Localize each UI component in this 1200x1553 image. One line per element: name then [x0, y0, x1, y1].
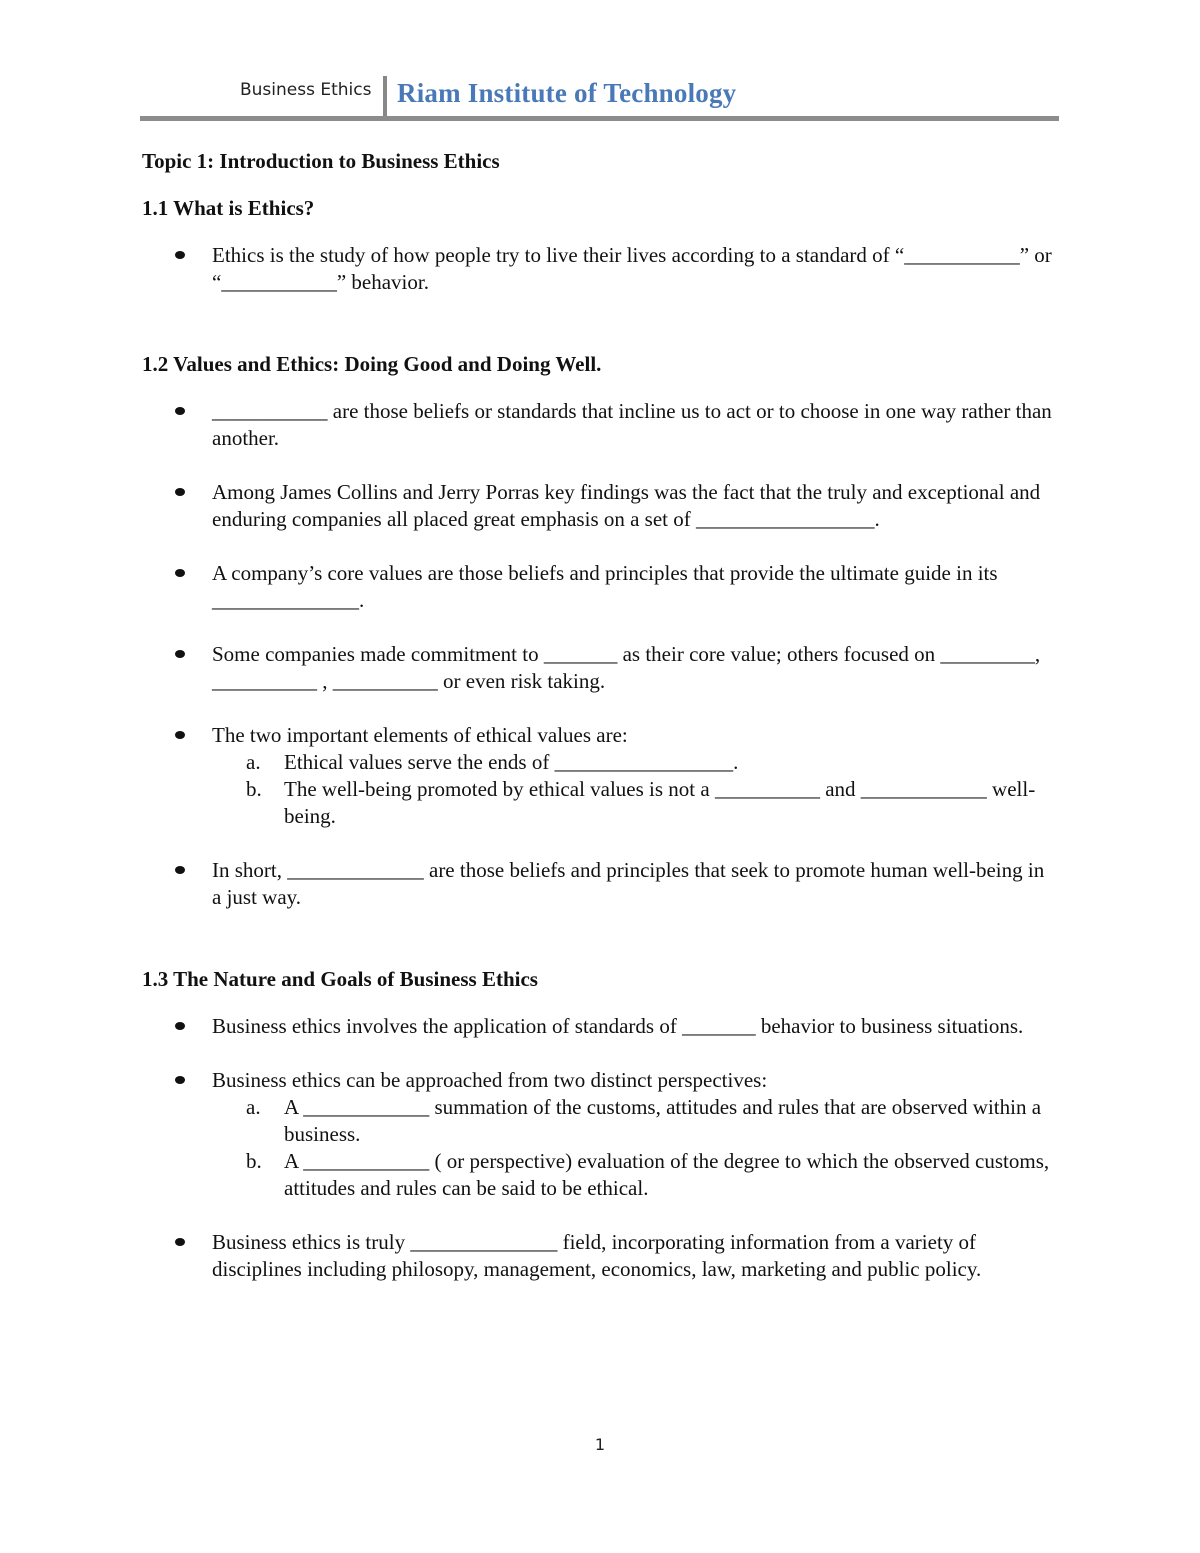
list-item: In short, _____________ are those beliefs and principles that seek to promote human well-being in a just way.	[142, 857, 1057, 911]
bullet-icon	[175, 1076, 185, 1084]
list-item: Some companies made commitment to _______ as their core value; others focused on _________, __________ , __________ or even risk taking.	[142, 641, 1057, 695]
section-heading-1-3: 1.3 The Nature and Goals of Business Ethics	[142, 967, 538, 991]
section-1-2-list	[142, 398, 1057, 911]
sub-list	[212, 1094, 1057, 1202]
bullet-icon	[175, 731, 185, 739]
list-item: Among James Collins and Jerry Porras key findings was the fact that the truly and exceptional and enduring companies all placed great emphasis on a set of _________________.	[142, 479, 1057, 533]
header-rule	[140, 116, 1059, 121]
header-divider	[383, 76, 387, 120]
list-item: A company’s core values are those beliefs and principles that provide the ultimate guide in its ______________.	[142, 560, 1057, 614]
bullet-icon	[175, 251, 185, 259]
bullet-icon	[175, 488, 185, 496]
sub-list	[212, 749, 1057, 830]
section-heading-1-2: 1.2 Values and Ethics: Doing Good and Doing Well.	[142, 352, 602, 376]
list-item: ___________ are those beliefs or standards that incline us to act or to choose in one way rather than another.	[142, 398, 1057, 452]
bullet-icon	[175, 1238, 185, 1246]
document-body	[142, 148, 1057, 1310]
list-item: Ethics is the study of how people try to live their lives according to a standard of “___________” or “___________” behavior.	[142, 242, 1057, 296]
bullet-icon	[175, 569, 185, 577]
section-1-3-list	[142, 1013, 1057, 1283]
list-item: Business ethics can be approached from two distinct perspectives: a. A ____________ summation of the customs, attitudes and rules that are observed within a business. b. A ____________ ( or perspective) evaluation of the degree to which the observed customs, attitudes and rules can be said to be ethical.	[142, 1067, 1057, 1202]
sub-list-item: b. A ____________ ( or perspective) evaluation of the degree to which the observed customs, attitudes and rules can be said to be ethical.	[246, 1149, 1050, 1200]
list-item: Business ethics is truly ______________ field, incorporating information from a variety of disciplines including philosopy, management, economics, law, marketing and public policy.	[142, 1229, 1057, 1283]
list-item: Business ethics involves the application of standards of _______ behavior to business situations.	[142, 1013, 1057, 1040]
header-institute-title: Riam Institute of Technology	[397, 78, 737, 108]
sub-list-item: b. The well-being promoted by ethical values is not a __________ and ____________ well-being.	[246, 777, 1036, 828]
topic-title: Topic 1: Introduction to Business Ethics	[142, 149, 500, 173]
bullet-icon	[175, 866, 185, 874]
list-item: The two important elements of ethical values are: a. Ethical values serve the ends of _________________. b. The well-being promoted by ethical values is not a __________ and ____________ well-being.	[142, 722, 1057, 830]
bullet-icon	[175, 650, 185, 658]
page-number: 1	[594, 1435, 606, 1454]
bullet-icon	[175, 407, 185, 415]
header-left-title: Business Ethics	[240, 80, 372, 100]
section-heading-1-1: 1.1 What is Ethics?	[142, 196, 315, 220]
sub-list-item: a. A ____________ summation of the customs, attitudes and rules that are observed within a business.	[246, 1095, 1042, 1146]
section-1-1-list	[142, 242, 1057, 296]
bullet-icon	[175, 1022, 185, 1030]
sub-list-item: a. Ethical values serve the ends of _________________.	[246, 750, 739, 774]
